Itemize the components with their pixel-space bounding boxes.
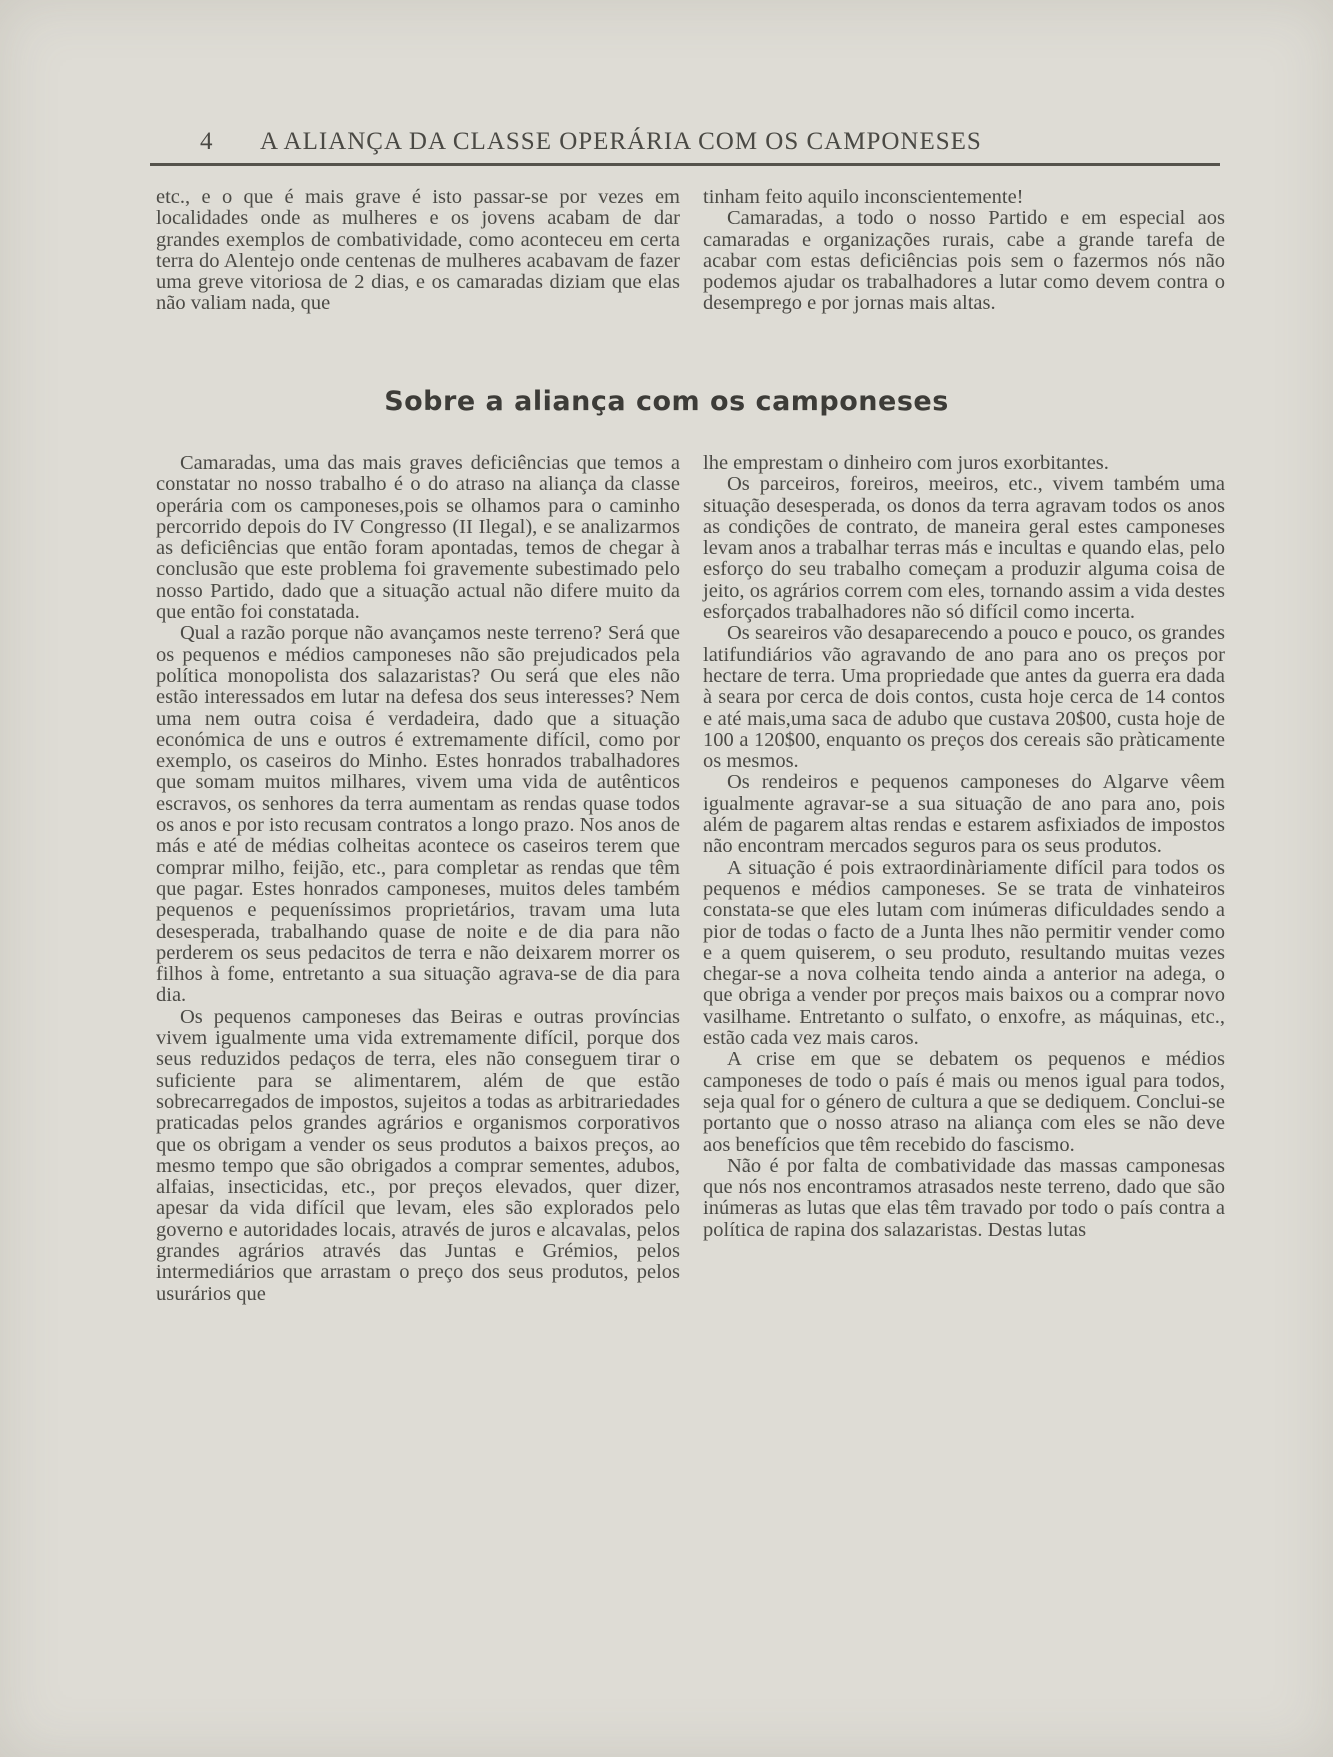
right-column	[703, 453, 1225, 1241]
paragraph: Os seareiros vão desaparecendo a pouco e pouco, os grandes latifundiários vão agravando de ano para ano os preços por hectare de terra. Uma propriedade que antes da guerra era dada à seara por cerca de dois contos, custa hoje cerca de 14 contos e até mais,uma saca de adubo que custava 20$00, custa hoje de 100 a 120$00, enquanto os preços dos cereais são pràticamente os mesmos.	[703, 622, 1225, 773]
paragraph: tinham feito aquilo inconscientemente!	[703, 186, 1024, 208]
paragraph: Os parceiros, foreiros, meeiros, etc., vivem também uma situação desesperada, os donos da terra agravam todos os anos as condições de contrato, de maneira geral estes camponeses levam anos a trabalhar terras más e incultas e quando elas, pelo esforço do seu trabalho começam a produzir alguma coisa de jeito, os agrários correm com eles, tornando assim a vida destes esforçados trabalhadores não só difícil como incerta.	[703, 473, 1225, 624]
header-rule	[150, 163, 1220, 166]
paragraph: etc., e o que é mais grave é isto passar-se por vezes em localidades onde as mulheres e os jovens acabam de dar grandes exemplos de combatividade, como aconteceu em certa terra do Alentejo onde centenas de mulheres acabavam de fazer uma greve vitoriosa de 2 dias, e os camaradas diziam que elas não valiam nada, que	[156, 186, 680, 315]
paragraph: Qual a razão porque não avançamos neste terreno? Será que os pequenos e médios camponeses não são prejudicados pela política monopolista dos salazaristas? Ou será que eles não estão interessados em lutar na defesa dos seus interesses? Nem uma nem outra coisa é verdadeira, dado que a situação económica de uns e outros é extremamente difícil, como por exemplo, os caseiros do Minho. Estes honrados trabalhadores que somam muitos milhares, vivem uma vida de autênticos escravos, os senhores da terra aumentam as rendas quase todos os anos e por isto recusam contratos a longo prazo. Nos anos de más e até de médias colheitas acontece os caseiros terem que comprar milho, feijão, etc., para completar as rendas que têm que pagar. Estes honrados camponeses, muitos deles também pequenos e pequeníssimos proprietários, travam uma luta desesperada, trabalhando quase de noite e de dia para não perderem os seus pedacitos de terra e não deixarem morrer os filhos à fome, entretanto a sua situação agrava-se de dia para dia.	[156, 622, 680, 1007]
paragraph: Os pequenos camponeses das Beiras e outras províncias vivem igualmente uma vida extremamente difícil, porque dos seus reduzidos pedaços de terra, eles não conseguem tirar o suficiente para se alimentarem, além de que estão sobrecarregados de impostos, sujeitos a todas as arbitrariedades praticadas pelos grandes agrários e organismos corporativos que os obrigam a vender os seus produtos a baixos preços, ao mesmo tempo que são obrigados a comprar sementes, adubos, alfaias, insecticidas, etc., por preços elevados, quer dizer, apesar da vida difícil que levam, eles são explorados pelo governo e autoridades locais, através de juros e alcavalas, pelos grandes agrários através das Juntas e Grémios, pelos intermediários que arrastam o preço dos seus produtos, pelos usurários que	[156, 1005, 680, 1305]
left-column	[156, 453, 680, 1305]
page-header	[150, 128, 1220, 160]
paragraph: A crise em que se debatem os pequenos e médios camponeses de todo o país é mais ou menos igual para todos, seja qual for o género de cultura a que se dediquem. Conclui-se portanto que o nosso atraso na aliança com eles se não deve aos benefícios que têm recebido do fascismo.	[703, 1048, 1225, 1156]
section-title: Sobre a aliança com os camponeses	[384, 386, 949, 417]
paragraph: A situação é pois extraordinàriamente difícil para todos os pequenos e médios camponeses. Se se trata de vinhateiros constata-se que eles lutam com inúmeras dificuldades sendo a pior de todas o facto de a Junta lhes não permitir vender como e a quem quiserem, o seu produto, resultando muitas vezes chegar-se a nova colheita tendo ainda a anterior na adega, o que obriga a vender por preços mais baixos ou a comprar novo vasilhame. Entretanto o sulfato, o enxofre, as máquinas, etc., estão cada vez mais caros.	[703, 856, 1225, 1050]
top-right-column	[703, 187, 1225, 315]
paragraph: Não é por falta de combatividade das massas camponesas que nós nos encontramos atrasados neste terreno, dado que são inúmeras as lutas que elas têm travado por todo o país contra a política de rapina dos salazaristas. Destas lutas	[703, 1154, 1225, 1241]
paragraph: lhe emprestam o dinheiro com juros exorbitantes.	[703, 452, 1109, 474]
paragraph: Camaradas, uma das mais graves deficiências que temos a constatar no nosso trabalho é o do atraso na aliança da classe operária com os camponeses,pois se olhamos para o caminho percorrido depois do IV Congresso (II Ilegal), e se analizarmos as deficiências que então foram apontadas, temos de chegar à conclusão que este problema foi gravemente subestimado pelo nosso Partido, dado que a situação actual não difere muito da que então foi constatada.	[156, 452, 680, 624]
top-left-column	[156, 187, 680, 315]
paragraph: Camaradas, a todo o nosso Partido e em especial aos camaradas e organizações rurais, cabe a grande tarefa de acabar com estas deficiências pois sem o fazermos nós não podemos ajudar os trabalhadores a lutar como devem contra o desemprego e por jornas mais altas.	[703, 207, 1225, 315]
running-title: A ALIANÇA DA CLASSE OPERÁRIA COM OS CAMPONESES	[260, 128, 982, 155]
paragraph: Os rendeiros e pequenos camponeses do Algarve vêem igualmente agravar-se a sua situação de ano para ano, pois além de pagarem altas rendas e estarem asfixiados de impostos não encontram mercados seguros para os seus produtos.	[703, 771, 1225, 858]
page-number: 4	[200, 128, 213, 155]
